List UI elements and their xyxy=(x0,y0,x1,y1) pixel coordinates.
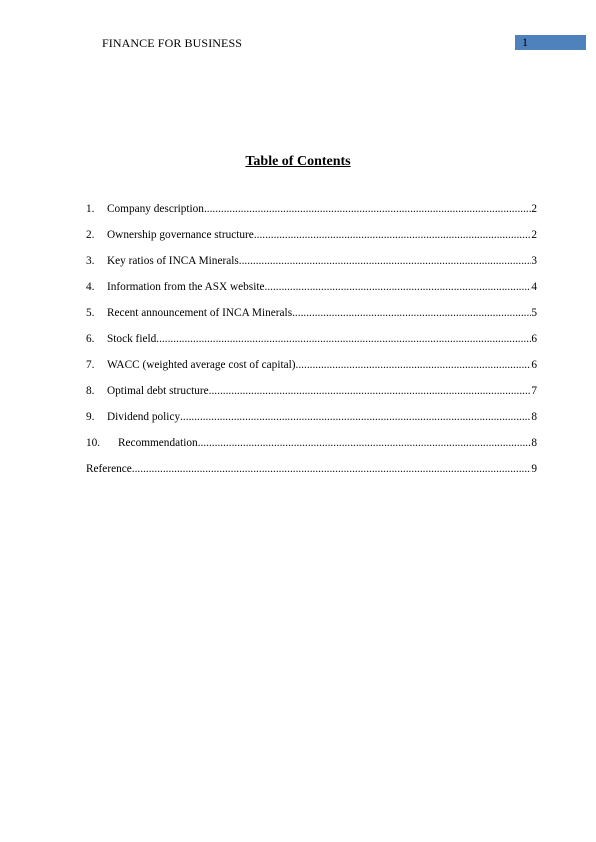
toc-entry-recommendation[interactable] xyxy=(86,436,537,462)
toc-entry-key-ratios[interactable] xyxy=(86,254,537,280)
toc-title: Table of Contents xyxy=(245,154,351,169)
toc-dot-leader xyxy=(292,306,531,320)
toc-entry-number: 7. xyxy=(86,359,95,371)
toc-entry-page: 6 xyxy=(531,359,537,371)
toc-entry-text: Recommendation xyxy=(118,437,198,449)
toc-dot-leader xyxy=(296,358,532,372)
toc-dot-leader xyxy=(239,254,532,268)
page-number: 1 xyxy=(522,35,528,49)
toc-entry-page: 3 xyxy=(531,255,537,267)
toc-entry-company-description[interactable] xyxy=(86,202,537,228)
toc-dot-leader xyxy=(198,436,532,450)
toc-entry-text: Company description xyxy=(107,203,204,215)
toc-entry-number: 2. xyxy=(86,229,95,241)
toc-entry-text: Stock field xyxy=(107,333,157,345)
toc-entry-number: 4. xyxy=(86,281,95,293)
toc-entry-number: 10. xyxy=(86,437,101,449)
toc-entry-number: 6. xyxy=(86,333,95,345)
toc-dot-leader xyxy=(132,462,532,476)
toc-entry-page: 2 xyxy=(531,203,537,215)
toc-entry-text: WACC (weighted average cost of capital) xyxy=(107,359,296,371)
toc-entry-number: 8. xyxy=(86,385,95,397)
toc-entry-stock-field[interactable] xyxy=(86,332,537,358)
toc-entry-wacc[interactable] xyxy=(86,358,537,384)
toc-dot-leader xyxy=(204,202,531,216)
toc-entry-recent-announcement[interactable] xyxy=(86,306,537,332)
toc-entry-text: Reference xyxy=(86,463,132,475)
toc-dot-leader xyxy=(180,410,531,424)
toc-entry-asx-website[interactable] xyxy=(86,280,537,306)
toc-entry-text: Recent announcement of INCA Minerals xyxy=(107,307,293,319)
toc-entry-page: 2 xyxy=(531,229,537,241)
toc-entry-optimal-debt[interactable] xyxy=(86,384,537,410)
toc-entry-page: 8 xyxy=(531,411,537,423)
toc-entry-text: Ownership governance structure xyxy=(107,229,254,241)
toc-entry-text: Key ratios of INCA Minerals xyxy=(107,255,239,267)
toc-entry-text: Optimal debt structure xyxy=(107,385,209,397)
toc-entry-dividend-policy[interactable] xyxy=(86,410,537,436)
toc-entry-page: 4 xyxy=(531,281,537,293)
toc-dot-leader xyxy=(209,384,532,398)
page-number-badge xyxy=(515,35,586,50)
toc-entry-number: 1. xyxy=(86,203,95,215)
toc-entry-page: 7 xyxy=(531,385,537,397)
toc-entry-page: 6 xyxy=(531,333,537,345)
toc-dot-leader xyxy=(254,228,532,242)
toc-dot-leader xyxy=(265,280,532,294)
toc-entry-page: 9 xyxy=(531,463,537,475)
toc-entry-ownership-governance[interactable] xyxy=(86,228,537,254)
toc-list xyxy=(86,202,537,488)
toc-entry-page: 8 xyxy=(531,437,537,449)
header-title: FINANCE FOR BUSINESS xyxy=(102,36,243,50)
toc-entry-reference[interactable] xyxy=(86,462,537,488)
toc-entry-page: 5 xyxy=(531,307,537,319)
toc-entry-number: 5. xyxy=(86,307,95,319)
toc-entry-text: Dividend policy xyxy=(107,411,181,423)
toc-entry-number: 9. xyxy=(86,411,95,423)
toc-dot-leader xyxy=(156,332,531,346)
toc-entry-number: 3. xyxy=(86,255,95,267)
toc-entry-text: Information from the ASX website xyxy=(107,281,265,293)
